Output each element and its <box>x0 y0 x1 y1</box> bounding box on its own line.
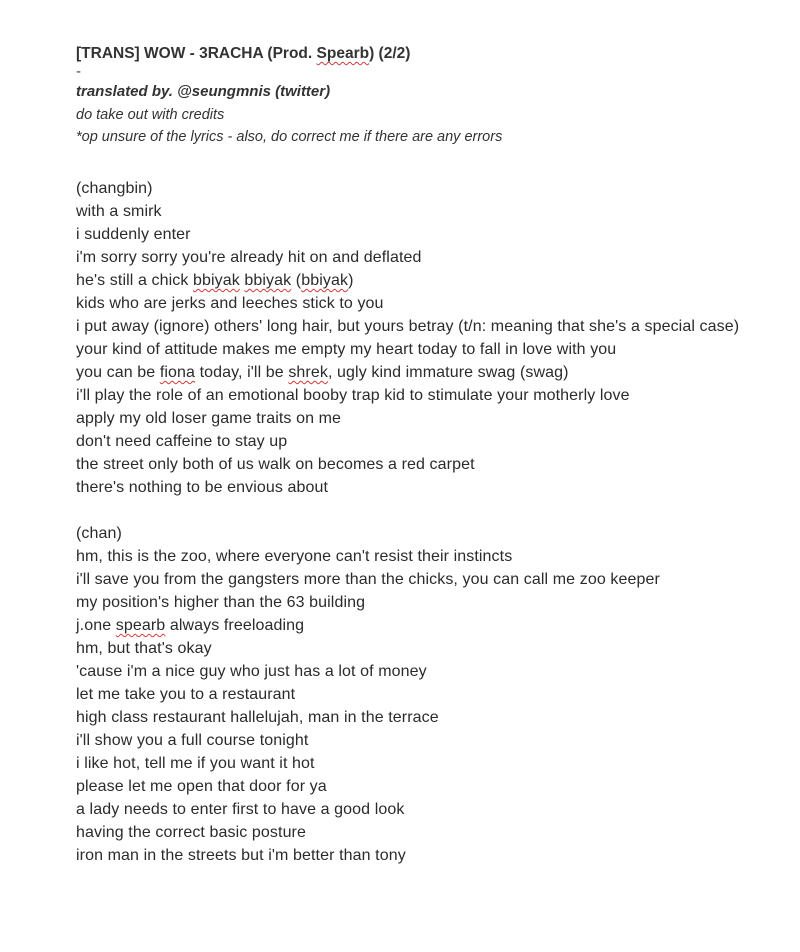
lyric-line: i'm sorry sorry you're already hit on and deflated <box>76 249 422 266</box>
lyric-line: with a smirk <box>76 203 162 220</box>
lyric-line: there's nothing to be envious about <box>76 479 329 496</box>
lyric-line: i put away (ignore) others' long hair, but yours betray (t/n: meaning that she's a special case) <box>76 318 740 335</box>
separator-dash: - <box>76 63 81 80</box>
spellcheck-flagged-word: bbiyak <box>193 272 240 289</box>
lyric-line: the street only both of us walk on becomes a red carpet <box>76 456 475 473</box>
lyric-line: i'll show you a full course tonight <box>76 732 309 749</box>
lyric-line: high class restaurant hallelujah, man in the terrace <box>76 709 439 726</box>
lyric-line: j.one spearb always freeloading <box>76 617 305 634</box>
disclaimer-note: *op unsure of the lyrics - also, do correct me if there are any errors <box>76 129 503 145</box>
verse-changbin <box>76 177 776 499</box>
lyric-line: hm, but that's okay <box>76 640 212 657</box>
lyric-line: hm, this is the zoo, where everyone can't resist their instincts <box>76 548 513 565</box>
credit-note: do take out with credits <box>76 107 225 123</box>
lyric-line: having the correct basic posture <box>76 824 306 841</box>
lyrics-section <box>76 154 776 867</box>
lyric-line: kids who are jerks and leeches stick to you <box>76 295 384 312</box>
lyric-line: 'cause i'm a nice guy who just has a lot of money <box>76 663 427 680</box>
lyric-line: i like hot, tell me if you want it hot <box>76 755 315 772</box>
lyric-line: my position's higher than the 63 building <box>76 594 366 611</box>
lyric-line: let me take you to a restaurant <box>76 686 296 703</box>
lyric-line: he's still a chick bbiyak bbiyak (bbiyak) <box>76 272 354 289</box>
spellcheck-flagged-word: shrek <box>288 364 328 381</box>
lyric-line: you can be fiona today, i'll be shrek, ugly kind immature swag (swag) <box>76 364 569 381</box>
lyric-line: i'll play the role of an emotional booby trap kid to stimulate your motherly love <box>76 387 630 404</box>
document-title: [TRANS] WOW - 3RACHA (Prod. Spearb) (2/2) <box>76 45 411 62</box>
lyric-line: a lady needs to enter first to have a good look <box>76 801 405 818</box>
lyric-line: i suddenly enter <box>76 226 191 243</box>
lyric-line: iron man in the streets but i'm better than tony <box>76 847 406 864</box>
verse-spacer <box>76 499 776 522</box>
document-body <box>76 44 776 867</box>
spellcheck-flagged-word: Spearb <box>316 45 370 62</box>
lyric-line: don't need caffeine to stay up <box>76 433 288 450</box>
lyric-line: please let me open that door for ya <box>76 778 327 795</box>
spellcheck-flagged-word: bbiyak <box>244 272 292 289</box>
translator-credit: translated by. @seungmnis (twitter) <box>76 83 331 100</box>
lyric-line: i'll save you from the gangsters more than the chicks, you can call me zoo keeper <box>76 571 660 588</box>
lyric-line: apply my old loser game traits on me <box>76 410 342 427</box>
spellcheck-flagged-word: spearb <box>115 617 166 634</box>
spellcheck-flagged-word: fiona <box>159 364 196 381</box>
lyric-line: your kind of attitude makes me empty my heart today to fall in love with you <box>76 341 617 358</box>
verse-chan <box>76 522 776 867</box>
speaker-label: (chan) <box>76 525 122 542</box>
verse-spacer <box>76 154 776 177</box>
speaker-label: (changbin) <box>76 180 153 197</box>
spellcheck-flagged-word: bbiyak <box>301 272 349 289</box>
